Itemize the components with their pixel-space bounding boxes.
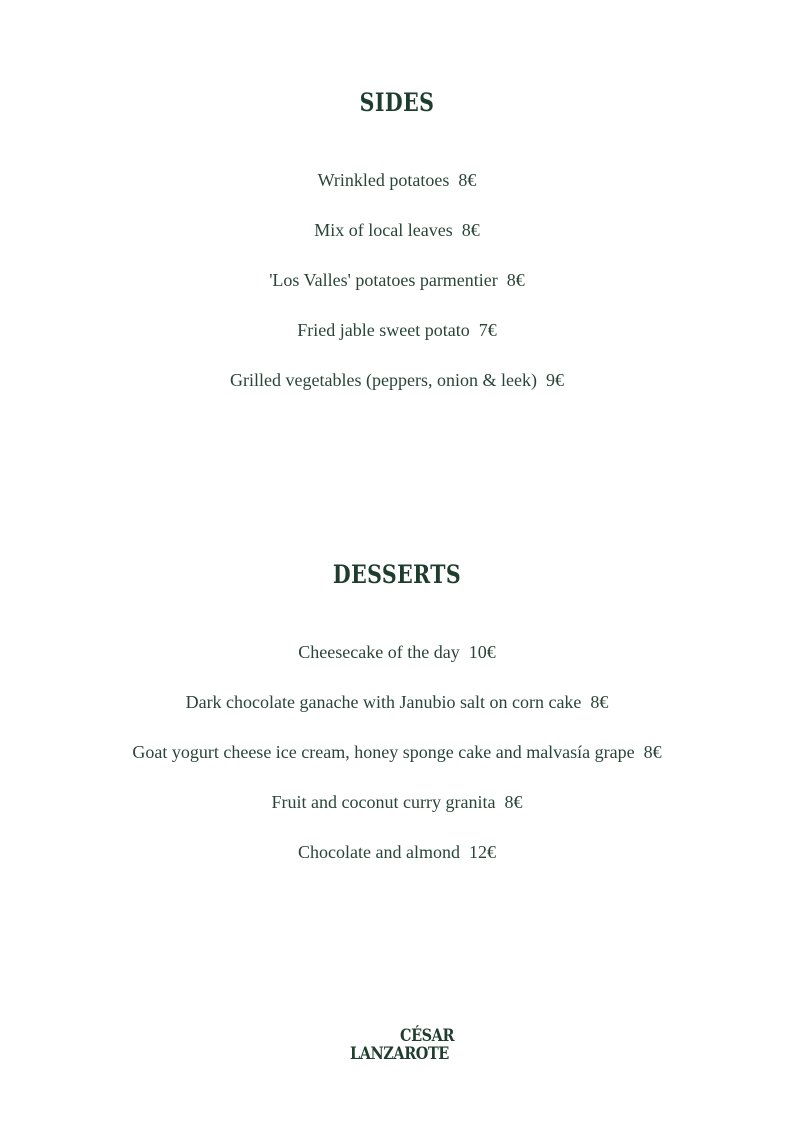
sides-title: SIDES — [359, 88, 435, 117]
desserts-item: Chocolate and almond 12€ — [298, 842, 496, 862]
sides-item: Grilled vegetables (peppers, onion & leek) 9€ — [230, 370, 564, 390]
desserts-item: Goat yogurt cheese ice cream, honey sponge cake and malvasía grape 8€ — [132, 742, 662, 762]
sides-item: Mix of local leaves 8€ — [314, 220, 480, 240]
desserts-title: DESSERTS — [332, 560, 462, 589]
desserts-item: Dark chocolate ganache with Janubio salt on corn cake 8€ — [185, 692, 609, 712]
desserts-item: Cheesecake of the day 10€ — [298, 642, 496, 662]
sides-item: Wrinkled potatoes 8€ — [317, 170, 477, 190]
sides-item: Fried jable sweet potato 7€ — [297, 320, 497, 340]
restaurant-logo — [350, 1026, 455, 1066]
desserts-item: Fruit and coconut curry granita 8€ — [271, 792, 523, 812]
sides-item: 'Los Valles' potatoes parmentier 8€ — [269, 270, 525, 290]
logo-line-lanzarote: LANZAROTE — [350, 1044, 449, 1064]
logo-line-cesar: CÉSAR — [400, 1026, 455, 1046]
